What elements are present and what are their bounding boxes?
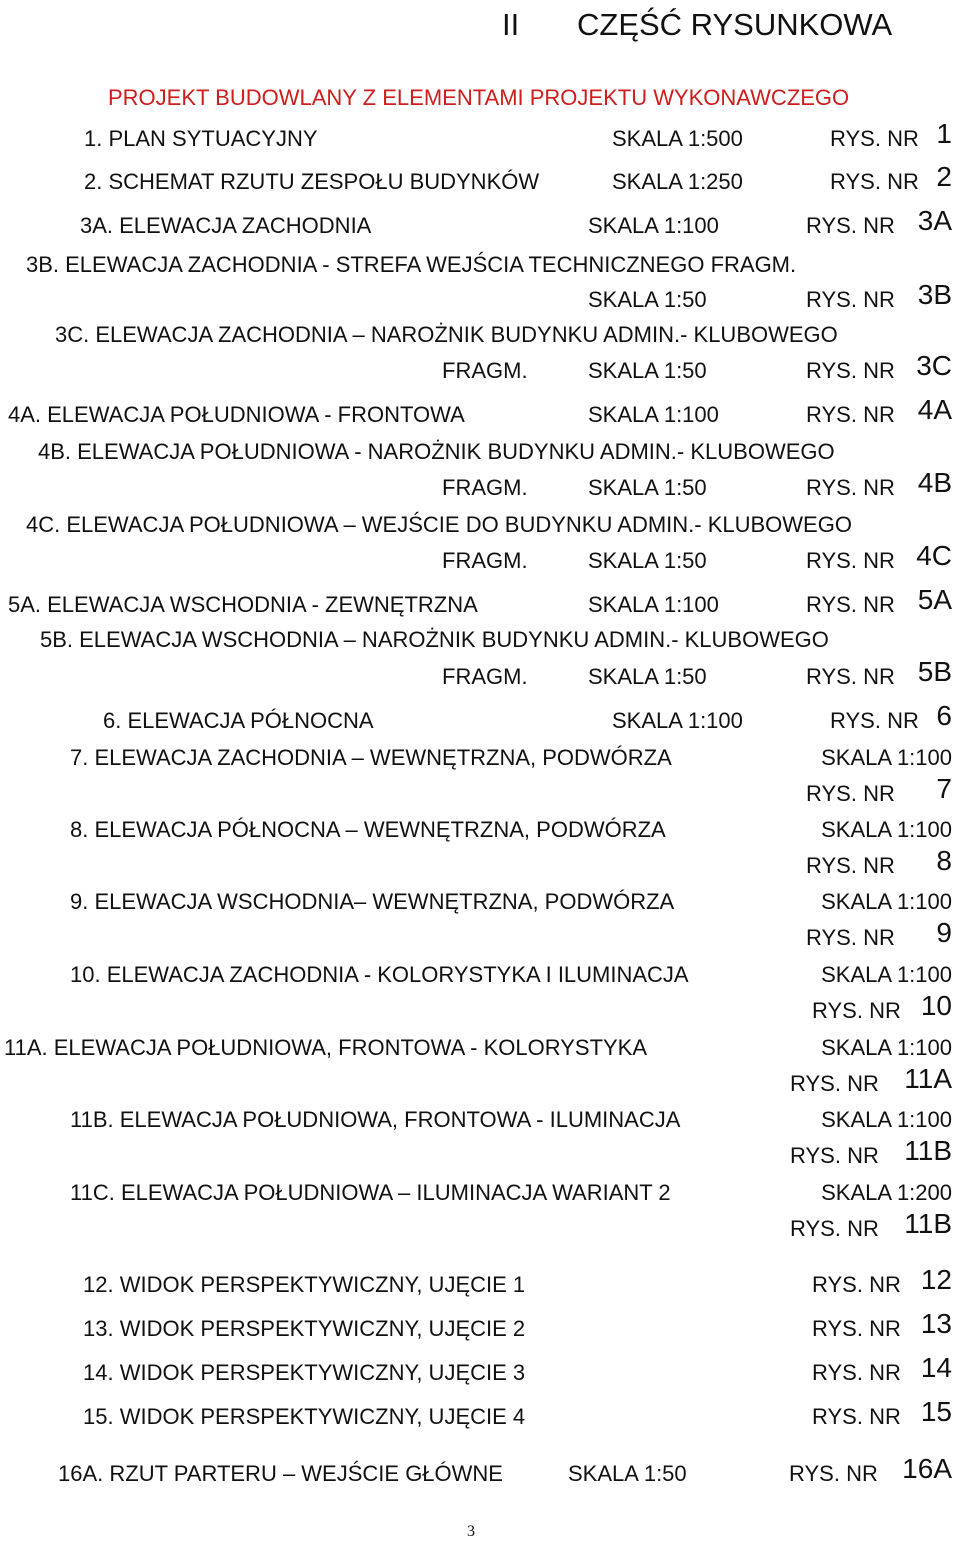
item-2-scale: SKALA 1:250	[612, 169, 743, 194]
item-16a-scale: SKALA 1:50	[568, 1461, 687, 1486]
item-4a-number: 4A	[917, 394, 952, 425]
item-3c-number: 3C	[916, 350, 952, 381]
item-1-title: 1. PLAN SYTUACYJNY	[84, 126, 318, 151]
item-10-scale: SKALA 1:100	[821, 962, 952, 987]
item-6-scale: SKALA 1:100	[612, 708, 743, 733]
item-9-number: 9	[936, 917, 952, 948]
item-16a-number: 16A	[902, 1453, 952, 1484]
item-13-title: 13. WIDOK PERSPEKTYWICZNY, UJĘCIE 2	[83, 1316, 526, 1341]
item-11b-title: 11B. ELEWACJA POŁUDNIOWA, FRONTOWA - ILUMINACJA	[70, 1107, 681, 1132]
item-14-number: 14	[920, 1352, 952, 1383]
item-5b-scale: SKALA 1:50	[588, 664, 707, 689]
item-5a-number: 5A	[917, 584, 952, 615]
item-3a-scale: SKALA 1:100	[588, 213, 719, 238]
item-3b-title: 3B. ELEWACJA ZACHODNIA - STREFA WEJŚCIA TECHNICZNEGO FRAGM.	[26, 252, 797, 277]
item-11a-rys: RYS. NR	[790, 1071, 879, 1096]
item-11c-scale: SKALA 1:200	[821, 1180, 952, 1205]
item-11a-number: 11A	[904, 1063, 952, 1094]
section-roman-numeral: II	[502, 7, 520, 42]
item-13-number: 13	[920, 1308, 952, 1339]
item-5a-scale: SKALA 1:100	[588, 592, 719, 617]
item-7-number: 7	[936, 773, 952, 804]
item-6-title: 6. ELEWACJA PÓŁNOCNA	[103, 708, 374, 733]
item-11c-rys: RYS. NR	[790, 1216, 879, 1241]
item-4c-number: 4C	[916, 540, 952, 571]
item-4b-rys: RYS. NR	[806, 475, 895, 500]
item-8-rys: RYS. NR	[806, 853, 895, 878]
item-3b-number: 3B	[917, 279, 952, 310]
item-1-number: 1	[936, 118, 952, 149]
item-2-number: 2	[936, 161, 952, 192]
item-3b-scale: SKALA 1:50	[588, 287, 707, 312]
item-7-scale: SKALA 1:100	[821, 745, 952, 770]
item-4c-rys: RYS. NR	[806, 548, 895, 573]
item-5a-title: 5A. ELEWACJA WSCHODNIA - ZEWNĘTRZNA	[8, 592, 478, 617]
item-8-title: 8. ELEWACJA PÓŁNOCNA – WEWNĘTRZNA, PODWÓRZA	[70, 817, 666, 842]
item-7-title: 7. ELEWACJA ZACHODNIA – WEWNĘTRZNA, PODWÓRZA	[70, 745, 672, 770]
item-3c-fragm: FRAGM.	[442, 358, 528, 383]
page-number: 3	[467, 1523, 475, 1540]
item-11b-rys: RYS. NR	[790, 1143, 879, 1168]
item-4c-title: 4C. ELEWACJA POŁUDNIOWA – WEJŚCIE DO BUDYNKU ADMIN.- KLUBOWEGO	[26, 512, 852, 537]
item-10-rys: RYS. NR	[812, 998, 901, 1023]
item-8-scale: SKALA 1:100	[821, 817, 952, 842]
item-11a-title: 11A. ELEWACJA POŁUDNIOWA, FRONTOWA - KOLORYSTYKA	[4, 1035, 648, 1060]
item-4b-fragm: FRAGM.	[442, 475, 528, 500]
item-16a-title: 16A. RZUT PARTERU – WEJŚCIE GŁÓWNE	[58, 1461, 503, 1486]
item-5a-rys: RYS. NR	[806, 592, 895, 617]
item-8-number: 8	[936, 845, 952, 876]
item-12-title: 12. WIDOK PERSPEKTYWICZNY, UJĘCIE 1	[83, 1272, 526, 1297]
item-6-number: 6	[936, 700, 952, 731]
item-2-rys: RYS. NR	[830, 169, 919, 194]
item-9-scale: SKALA 1:100	[821, 889, 952, 914]
item-5b-number: 5B	[917, 656, 952, 687]
page-title: CZĘŚĆ RYSUNKOWA	[577, 7, 893, 42]
item-5b-fragm: FRAGM.	[442, 664, 528, 689]
item-11c-title: 11C. ELEWACJA POŁUDNIOWA – ILUMINACJA WARIANT 2	[70, 1180, 671, 1205]
item-9-title: 9. ELEWACJA WSCHODNIA– WEWNĘTRZNA, PODWÓRZA	[70, 889, 675, 914]
item-3c-rys: RYS. NR	[806, 358, 895, 383]
item-11c-number: 11B	[904, 1208, 952, 1239]
item-5b-title: 5B. ELEWACJA WSCHODNIA – NAROŻNIK BUDYNKU ADMIN.- KLUBOWEGO	[40, 627, 829, 652]
item-7-rys: RYS. NR	[806, 781, 895, 806]
item-13-rys: RYS. NR	[812, 1316, 901, 1341]
item-12-rys: RYS. NR	[812, 1272, 901, 1297]
item-4c-fragm: FRAGM.	[442, 548, 528, 573]
item-14-rys: RYS. NR	[812, 1360, 901, 1385]
item-10-number: 10	[920, 990, 952, 1021]
item-4a-scale: SKALA 1:100	[588, 402, 719, 427]
item-1-scale: SKALA 1:500	[612, 126, 743, 151]
item-3c-title: 3C. ELEWACJA ZACHODNIA – NAROŻNIK BUDYNKU ADMIN.- KLUBOWEGO	[55, 322, 838, 347]
item-15-number: 15	[920, 1396, 952, 1427]
subtitle: PROJEKT BUDOWLANY Z ELEMENTAMI PROJEKTU WYKONAWCZEGO	[108, 85, 850, 110]
item-4b-number: 4B	[917, 467, 952, 498]
item-12-number: 12	[920, 1264, 952, 1295]
item-2-title: 2. SCHEMAT RZUTU ZESPOŁU BUDYNKÓW	[84, 169, 540, 194]
item-4a-title: 4A. ELEWACJA POŁUDNIOWA - FRONTOWA	[8, 402, 465, 427]
item-3a-rys: RYS. NR	[806, 213, 895, 238]
item-16a-rys: RYS. NR	[789, 1461, 878, 1486]
item-11b-scale: SKALA 1:100	[821, 1107, 952, 1132]
item-3c-scale: SKALA 1:50	[588, 358, 707, 383]
item-11a-scale: SKALA 1:100	[821, 1035, 952, 1060]
item-4c-scale: SKALA 1:50	[588, 548, 707, 573]
item-4b-scale: SKALA 1:50	[588, 475, 707, 500]
item-5b-rys: RYS. NR	[806, 664, 895, 689]
item-6-rys: RYS. NR	[830, 708, 919, 733]
item-15-title: 15. WIDOK PERSPEKTYWICZNY, UJĘCIE 4	[83, 1404, 526, 1429]
item-4a-rys: RYS. NR	[806, 402, 895, 427]
item-3a-number: 3A	[917, 205, 952, 236]
item-11b-number: 11B	[904, 1135, 952, 1166]
item-14-title: 14. WIDOK PERSPEKTYWICZNY, UJĘCIE 3	[83, 1360, 526, 1385]
item-4b-title: 4B. ELEWACJA POŁUDNIOWA - NAROŻNIK BUDYNKU ADMIN.- KLUBOWEGO	[38, 439, 835, 464]
item-15-rys: RYS. NR	[812, 1404, 901, 1429]
item-9-rys: RYS. NR	[806, 925, 895, 950]
item-3b-rys: RYS. NR	[806, 287, 895, 312]
item-1-rys: RYS. NR	[830, 126, 919, 151]
item-10-title: 10. ELEWACJA ZACHODNIA - KOLORYSTYKA I ILUMINACJA	[70, 962, 689, 987]
item-3a-title: 3A. ELEWACJA ZACHODNIA	[80, 213, 372, 238]
